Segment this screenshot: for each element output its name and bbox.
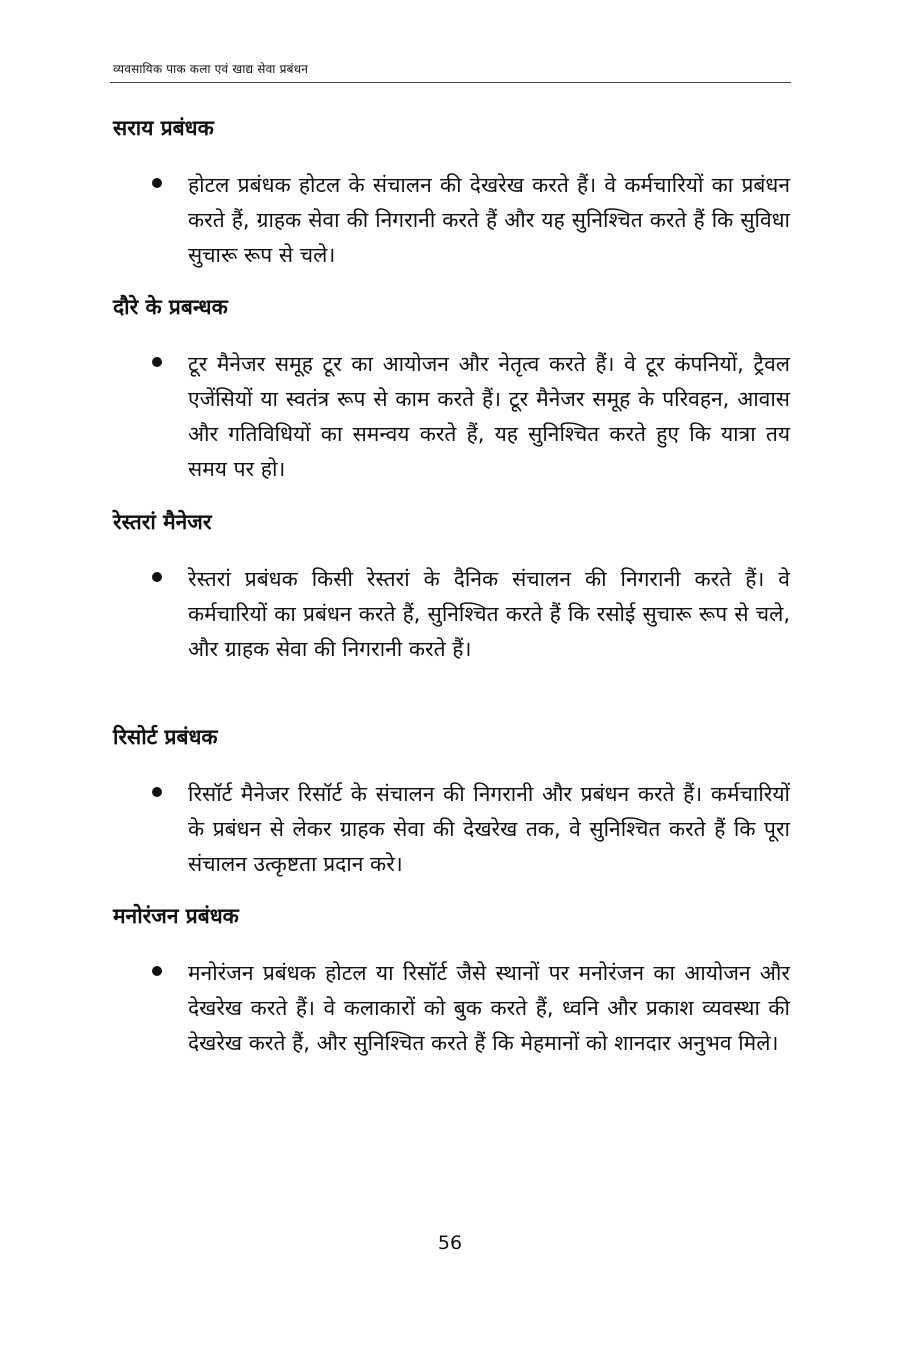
bullet-icon: [152, 787, 162, 797]
bullet-item: [113, 562, 790, 667]
section-restaurant-manager: [113, 506, 790, 667]
section-heading: रिसोर्ट प्रबंधक: [113, 725, 218, 749]
section-resort-manager: [113, 721, 790, 882]
page-number: 56: [437, 1232, 463, 1254]
section-sarai-manager: [113, 112, 790, 273]
section-tour-manager: [113, 291, 790, 487]
section-entertainment-manager: [113, 900, 790, 1061]
header-divider: [110, 82, 791, 83]
bullet-item: [113, 168, 790, 273]
bullet-icon: [152, 357, 162, 367]
bullet-text: रेस्तरां प्रबंधक किसी रेस्तरां के दैनिक संचालन की निगरानी करते हैं। वे कर्मचारियों का प्रबंधन करते हैं, सुनिश्चित करते हैं कि रसोई सुचारू रूप से चले, और ग्राहक सेवा की निगरानी करते हैं।: [188, 567, 790, 661]
running-header: व्यवसायिक पाक कला एवं खाद्य सेवा प्रबंधन: [113, 62, 309, 76]
section-heading: सराय प्रबंधक: [113, 116, 214, 140]
bullet-text: होटल प्रबंधक होटल के संचालन की देखरेख करते हैं। वे कर्मचारियों का प्रबंधन करते हैं, ग्राहक सेवा की निगरानी करते हैं और यह सुनिश्चित करते हैं कि सुविधा सुचारू रूप से चले।: [188, 173, 790, 267]
bullet-icon: [152, 572, 162, 582]
bullet-text: रिसॉर्ट मैनेजर रिसॉर्ट के संचालन की निगरानी और प्रबंधन करते हैं। कर्मचारियों के प्रबंधन से लेकर ग्राहक सेवा की देखरेख तक, वे सुनिश्चित करते हैं कि पूरा संचालन उत्कृष्टता प्रदान करे।: [188, 782, 790, 876]
bullet-item: [113, 347, 790, 487]
bullet-item: [113, 956, 790, 1061]
bullet-item: [113, 777, 790, 882]
bullet-text: मनोरंजन प्रबंधक होटल या रिसॉर्ट जैसे स्थानों पर मनोरंजन का आयोजन और देखरेख करते हैं। वे कलाकारों को बुक करते हैं, ध्वनि और प्रकाश व्यवस्था की देखरेख करते हैं, और सुनिश्चित करते हैं कि मेहमानों को शानदार अनुभव मिले।: [188, 961, 790, 1055]
section-heading: दौरे के प्रबन्धक: [113, 295, 228, 319]
bullet-icon: [152, 178, 162, 188]
bullet-icon: [152, 966, 162, 976]
section-heading: रेस्तरां मैनेजर: [113, 510, 212, 534]
section-heading: मनोरंजन प्रबंधक: [113, 904, 239, 928]
bullet-text: टूर मैनेजर समूह टूर का आयोजन और नेतृत्व करते हैं। वे टूर कंपनियों, ट्रैवल एजेंसियों या स्वतंत्र रूप से काम करते हैं। टूर मैनेजर समूह के परिवहन, आवास और गतिविधियों का समन्वय करते हैं, यह सुनिश्चित करते हुए कि यात्रा तय समय पर हो।: [188, 352, 790, 481]
